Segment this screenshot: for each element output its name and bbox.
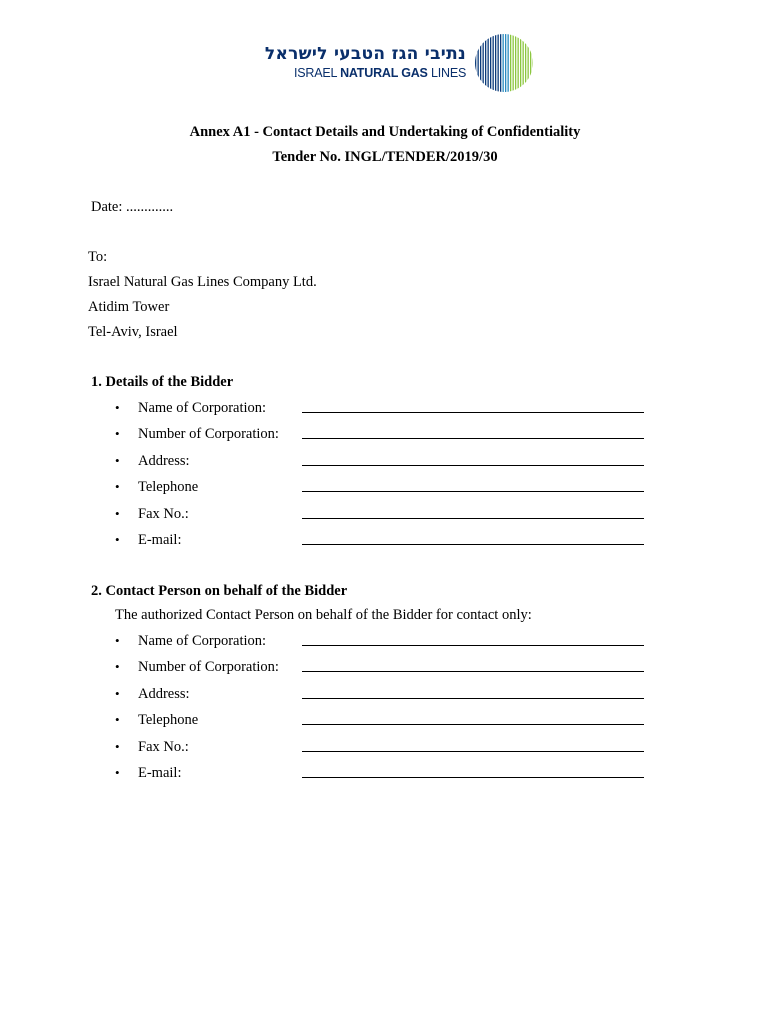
form-field-row [0, 479, 770, 499]
section2-intro: The authorized Contact Person on behalf of the Bidder for contact only: [115, 607, 532, 623]
logo-stripe [488, 32, 489, 94]
pipeline-logo-icon [470, 32, 536, 94]
logo-stripe [523, 32, 524, 94]
logo-stripe [533, 32, 534, 94]
logo-stripe [490, 32, 491, 94]
document-title: Annex A1 - Contact Details and Undertaking of Confidentiality [189, 124, 581, 140]
field-label: Name of Corporation: [138, 400, 267, 416]
bullet-icon: • [115, 685, 120, 701]
field-label: Address: [138, 452, 190, 469]
section1-title: 1. Details of the Bidder [91, 374, 234, 390]
bullet-icon: • [115, 659, 120, 675]
section2-title: 2. Contact Person on behalf of the Bidder [91, 583, 348, 599]
field-label: Telephone [138, 712, 199, 729]
logo-stripe [510, 32, 511, 94]
bullet-icon: • [115, 479, 120, 495]
logo-stripe [508, 32, 509, 94]
field-input-line[interactable] [302, 438, 644, 439]
form-field-row [0, 765, 770, 785]
field-input-line[interactable] [302, 491, 644, 492]
logo-english-tail: LINES [427, 66, 467, 80]
field-input-line[interactable] [302, 777, 644, 778]
logo-stripe [483, 32, 484, 94]
bullet-icon: • [115, 712, 120, 728]
logo-stripe [475, 32, 476, 94]
logo-english-light: ISRAEL [294, 66, 341, 80]
field-label: Number of Corporation: [138, 659, 279, 676]
tender-number: Tender No. INGL/TENDER/2019/30 [272, 149, 498, 165]
logo-stripe [530, 32, 531, 94]
field-label: Telephone [138, 479, 199, 496]
logo-stripe [503, 32, 504, 94]
field-input-line[interactable] [302, 544, 644, 545]
logo-stripe [493, 32, 494, 94]
logo-stripe [515, 32, 516, 94]
field-input-line[interactable] [302, 671, 644, 672]
logo-stripe [485, 32, 486, 94]
form-field-row [0, 426, 770, 446]
form-field-row [0, 686, 770, 706]
field-label: E-mail: [138, 765, 182, 781]
logo-stripe [480, 32, 481, 94]
field-label: Fax No.: [138, 738, 189, 755]
field-label: Address: [138, 685, 190, 702]
field-input-line[interactable] [302, 751, 644, 752]
logo-stripe [505, 32, 506, 94]
bullet-icon: • [115, 532, 120, 547]
recipient-city: Tel-Aviv, Israel [88, 324, 178, 340]
bullet-icon: • [115, 738, 120, 754]
logo-english-text [294, 66, 468, 80]
field-input-line[interactable] [302, 518, 644, 519]
company-logo [264, 32, 540, 94]
field-label: E-mail: [138, 532, 182, 548]
bullet-icon: • [115, 426, 120, 442]
logo-stripe [498, 32, 499, 94]
logo-stripe [525, 32, 526, 94]
form-field-row [0, 506, 770, 526]
field-label: Number of Corporation: [138, 426, 279, 443]
bullet-icon: • [115, 505, 120, 521]
form-field-row [0, 712, 770, 732]
form-field-row [0, 400, 770, 420]
logo-stripe [518, 32, 519, 94]
field-input-line[interactable] [302, 698, 644, 699]
recipient-building: Atidim Tower [88, 299, 170, 315]
logo-stripe [528, 32, 529, 94]
date-line: Date: ............. [91, 199, 174, 215]
field-input-line[interactable] [302, 412, 644, 413]
logo-stripe [478, 32, 479, 94]
form-field-row [0, 739, 770, 759]
bullet-icon: • [115, 765, 120, 780]
form-field-row [0, 633, 770, 653]
field-label: Fax No.: [138, 505, 189, 522]
logo-english-bold: NATURAL GAS [340, 66, 428, 80]
bullet-icon: • [115, 400, 120, 415]
form-field-row [0, 453, 770, 473]
logo-stripe [495, 32, 496, 94]
logo-stripe [513, 32, 514, 94]
field-input-line[interactable] [302, 724, 644, 725]
field-input-line[interactable] [302, 465, 644, 466]
recipient-company: Israel Natural Gas Lines Company Ltd. [88, 274, 317, 290]
logo-stripe [500, 32, 501, 94]
field-input-line[interactable] [302, 645, 644, 646]
form-field-row [0, 659, 770, 679]
recipient-to: To: [88, 249, 108, 265]
logo-stripe [520, 32, 521, 94]
form-field-row [0, 532, 770, 552]
field-label: Name of Corporation: [138, 633, 267, 649]
bullet-icon: • [115, 452, 120, 468]
logo-hebrew-text: נתיבי הגז הטבעי לישראל [264, 44, 466, 64]
bullet-icon: • [115, 633, 120, 648]
